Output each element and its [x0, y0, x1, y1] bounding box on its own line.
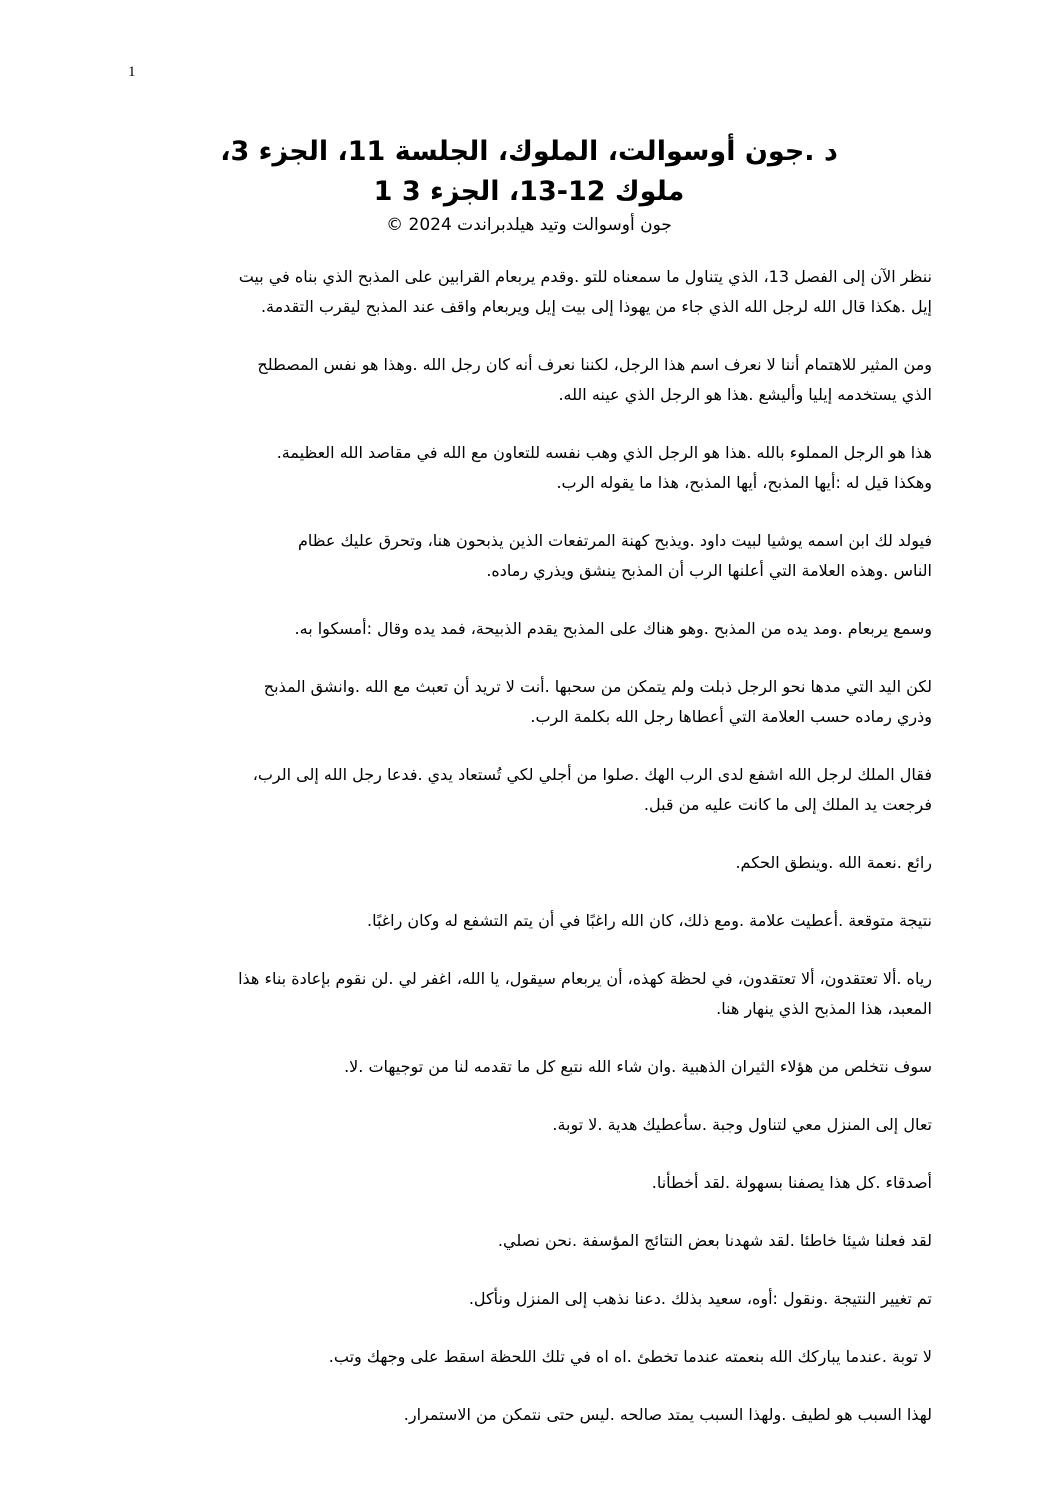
paragraph	[160, 1284, 932, 1314]
paragraph	[160, 1168, 932, 1198]
paragraph-line: لهذا السبب هو لطيف .ولهذا السبب يمتد صالحه .ليس حتى نتمكن من الاستمرار.	[403, 1405, 932, 1424]
paragraph-line: فرجعت يد الملك إلى ما كانت عليه من قبل.	[643, 795, 932, 814]
page-number: 1	[128, 64, 136, 80]
paragraph-line: سوف نتخلص من هؤلاء الثيران الذهبية .وان شاء الله نتبع كل ما تقدمه لنا من توجيهات .لا.	[344, 1057, 932, 1076]
paragraph-line: فقال الملك لرجل الله اشفع لدى الرب الهك .صلوا من أجلي لكي تُستعاد يدي .فدعا رجل الله إلى الرب،	[252, 765, 932, 784]
document-title-line-1: د .جون أوسوالت، الملوك، الجلسة 11، الجزء 3،	[220, 136, 838, 167]
paragraph-line: نتيجة متوقعة .أعطيت علامة .ومع ذلك، كان الله راغبًا في أن يتم التشفع له وكان راغبًا.	[366, 911, 932, 930]
paragraph	[160, 760, 932, 820]
paragraph	[160, 1400, 932, 1430]
paragraph	[160, 1110, 932, 1140]
paragraph-line: تم تغيير النتيجة .ونقول :أوه، سعيد بذلك .دعنا نذهب إلى المنزل ونأكل.	[468, 1289, 932, 1308]
paragraph	[160, 964, 932, 1024]
paragraph	[160, 1226, 932, 1256]
paragraph-line: أصدقاء .كل هذا يصفنا بسهولة .لقد أخطأنا.	[651, 1173, 932, 1192]
paragraph-line: رائع .نعمة الله .وينطق الحكم.	[735, 853, 932, 872]
paragraph-line: المعبد، هذا المذبح الذي ينهار هنا.	[716, 999, 932, 1018]
document-title-line-2: ملوك 12-13، الجزء 3 1	[373, 176, 685, 207]
paragraph	[160, 848, 932, 878]
paragraph-line: لقد فعلنا شيئا خاطئا .لقد شهدنا بعض النتائج المؤسفة .نحن نصلي.	[497, 1231, 932, 1250]
document-header	[120, 132, 938, 238]
paragraph	[160, 1342, 932, 1372]
paragraph	[160, 350, 932, 410]
paragraph-line: إيل .هكذا قال الله لرجل الله الذي جاء من يهوذا إلى بيت إيل ويربعام واقف عند المذبح ليقرب التقدمة.	[260, 297, 932, 316]
paragraph-line: وسمع يربعام .ومد يده من المذبح .وهو هناك على المذبح يقدم الذبيحة، فمد يده وقال :أمسكوا به.	[294, 619, 932, 638]
paragraph-line: الناس .وهذه العلامة التي أعلنها الرب أن المذبح ينشق ويذري رماده.	[486, 561, 932, 580]
paragraph-line: لا توبة .عندما يباركك الله بنعمته عندما تخطئ .اه اه في تلك اللحظة اسقط على وجهك وتب.	[328, 1347, 932, 1366]
document-subtitle: جون أوسوالت وتيد هيلدبراندت 2024 ©	[386, 215, 672, 235]
paragraph	[160, 262, 932, 322]
document-body	[160, 262, 932, 1458]
paragraph	[160, 1052, 932, 1082]
paragraph	[160, 614, 932, 644]
paragraph-line: فيولد لك ابن اسمه يوشيا لبيت داود .ويذبح كهنة المرتفعات الذين يذبحون هنا، وتحرق عليك عظام	[297, 531, 932, 550]
paragraph-line: رياه .ألا تعتقدون، ألا تعتقدون، في لحظة كهذه، أن يربعام سيقول، يا الله، اغفر لي .لن نقوم بإعادة بناء هذا	[238, 969, 932, 988]
paragraph-line: الذي يستخدمه إيليا وأليشع .هذا هو الرجل الذي عينه الله.	[558, 385, 932, 404]
paragraph-line: هذا هو الرجل المملوء بالله .هذا هو الرجل الذي وهب نفسه للتعاون مع الله في مقاصد الله العظيمة.	[276, 443, 932, 462]
paragraph-line: وذري رماده حسب العلامة التي أعطاها رجل الله بكلمة الرب.	[530, 707, 932, 726]
paragraph-line: لكن اليد التي مدها نحو الرجل ذبلت ولم يتمكن من سحبها .أنت لا تريد أن تعبث مع الله .وانشق المذبح	[263, 677, 932, 696]
paragraph-line: تعال إلى المنزل معي لتناول وجبة .سأعطيك هدية .لا توبة.	[552, 1115, 932, 1134]
paragraph-line: ننظر الآن إلى الفصل 13، الذي يتناول ما سمعناه للتو .وقدم يربعام القرابين على المذبح الذي بناه في بيت	[238, 267, 932, 286]
paragraph-line: وهكذا قيل له :أيها المذبح، أيها المذبح، هذا ما يقوله الرب.	[556, 473, 932, 492]
paragraph	[160, 672, 932, 732]
paragraph	[160, 438, 932, 498]
paragraph-line: ومن المثير للاهتمام أننا لا نعرف اسم هذا الرجل، لكننا نعرف أنه كان رجل الله .وهذا هو نفس المصطلح	[257, 355, 932, 374]
paragraph	[160, 906, 932, 936]
paragraph	[160, 526, 932, 586]
